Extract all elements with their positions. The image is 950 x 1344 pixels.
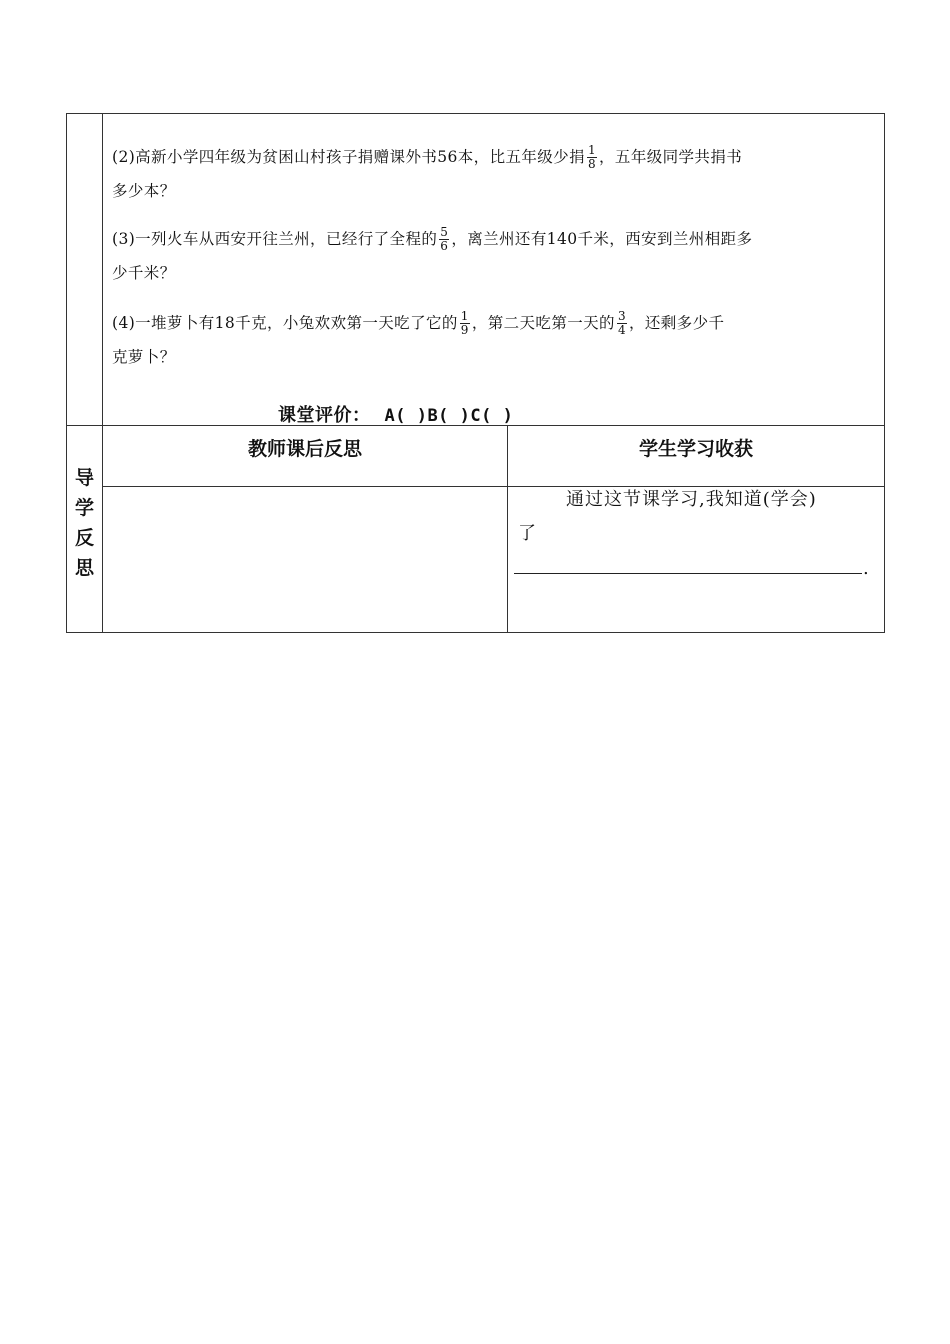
classroom-evaluation [278,401,513,427]
student-gains-text: 通过这节课学习,我知道(学会) [566,489,817,510]
end-period: . [863,558,869,579]
fraction-numerator: 3 [617,308,626,323]
problem-2 [112,140,877,208]
fraction-denominator: 8 [587,156,597,171]
problem-3-line2: 少千米？ [112,264,176,282]
problem-3-text-after: ，离兰州还有140千米，西安到兰州相距多 [451,230,753,248]
evaluation-label: 课堂评价： [278,405,371,426]
problem-3-text: 一列火车从西安开往兰州，已经行了全程的 [135,230,438,248]
problem-4-line2: 克萝卜？ [112,348,176,366]
table-bottom-border [66,632,885,633]
problem-4-fraction-1 [460,310,470,337]
problem-4-line1 [112,306,877,340]
side-char: 反 [74,527,94,549]
fraction-denominator: 4 [617,322,626,337]
student-gains-header: 学生学习收获 [638,438,753,460]
fraction-numerator: 1 [460,308,469,323]
student-gains-text-continued: 了 [518,523,536,544]
fraction-numerator: 5 [440,224,449,239]
fraction-denominator: 6 [440,238,449,253]
fraction-denominator: 9 [460,322,469,337]
problem-4-text-after: ，还剩多少千 [628,314,725,332]
problem-2-fraction [587,144,597,171]
problem-4-text-middle: ，第二天吃第一天的 [471,314,615,332]
problem-3-line1 [112,222,877,256]
side-char: 思 [74,557,94,579]
table-top-border [66,113,885,114]
problem-4 [112,306,877,374]
side-char: 导 [74,467,94,489]
reflection-side-label [66,463,103,583]
fraction-numerator: 1 [587,142,597,157]
problem-2-label: (2) [112,148,136,166]
answer-blank-line[interactable] [514,573,862,574]
problem-4-fraction-2 [617,310,627,337]
table-right-border [884,113,885,633]
problem-4-label: (4) [112,314,136,332]
problem-2-line1 [112,140,877,174]
teacher-reflection-header: 教师课后反思 [247,438,362,460]
side-char: 学 [74,497,94,519]
teacher-reflection-cell[interactable] [103,487,507,632]
problem-3-fraction [439,226,449,253]
problem-3 [112,222,877,290]
problem-2-line2: 多少本？ [112,182,176,200]
evaluation-options[interactable]: A( )B( )C( ) [384,406,514,426]
problem-3-label: (3) [112,230,136,248]
problem-4-text: 一堆萝卜有18千克，小兔欢欢第一天吃了它的 [135,314,458,332]
problem-2-text: 高新小学四年级为贫困山村孩子捐赠课外书56本，比五年级少捐 [135,148,585,166]
problem-2-text-after: ，五年级同学共捐书 [599,148,743,166]
